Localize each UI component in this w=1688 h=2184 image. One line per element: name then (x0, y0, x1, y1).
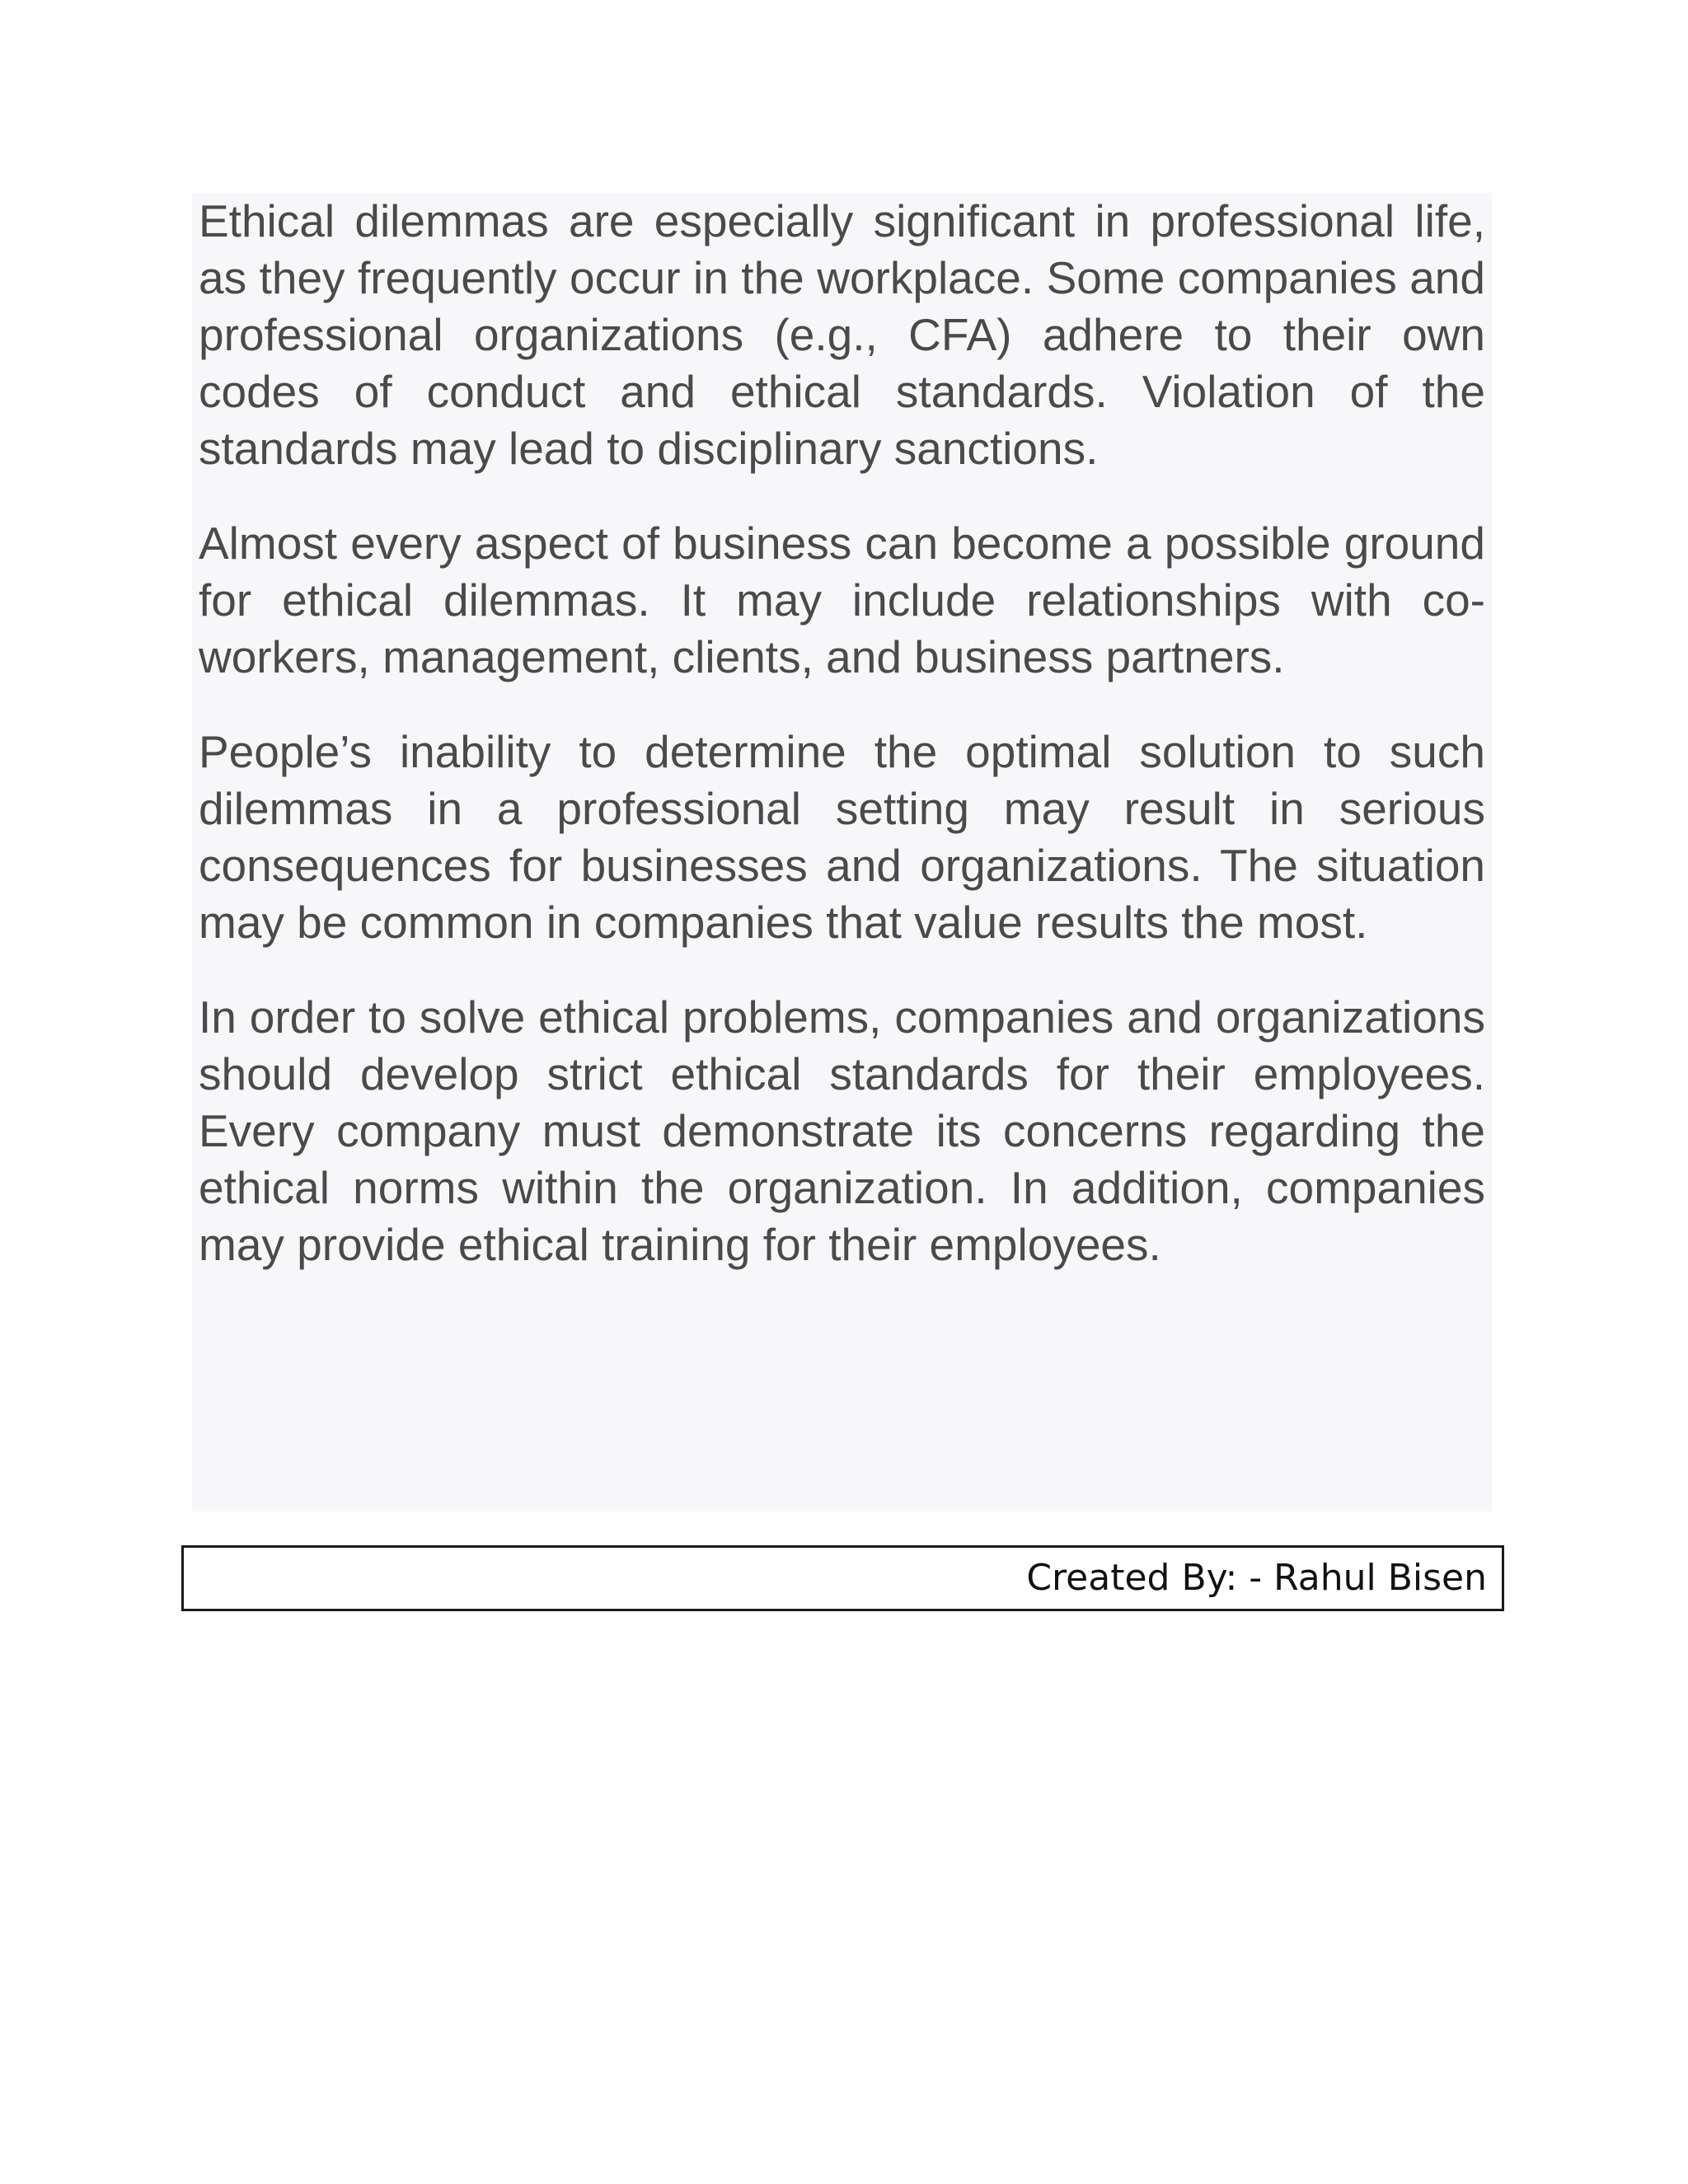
credit-box (181, 1545, 1504, 1611)
text-block (192, 193, 1492, 1511)
paragraph-4: In order to solve ethical problems, companies and organizations should develop strict ethical standards for their employees. Every company must demonstrate its concerns regarding the ethical norms within the organization. In addition, companies may provide ethical training for their employees. (199, 991, 1485, 1270)
paragraph-2: Almost every aspect of business can become a possible ground for ethical dilemmas. It may include relationships with co-workers, management, clients, and business partners. (199, 518, 1485, 682)
credit-text: Created By: - Rahul Bisen (1026, 1557, 1487, 1599)
paragraph-1: Ethical dilemmas are especially significant in professional life, as they frequently occur in the workplace. Some companies and professional organizations (e.g., CFA) adhere to their own codes of conduct and ethical standards. Violation of the standards may lead to disciplinary sanctions. (199, 195, 1485, 474)
paragraph-3: People’s inability to determine the optimal solution to such dilemmas in a professional setting may result in serious consequences for businesses and organizations. The situation may be common in companies that value results the most. (199, 726, 1485, 948)
